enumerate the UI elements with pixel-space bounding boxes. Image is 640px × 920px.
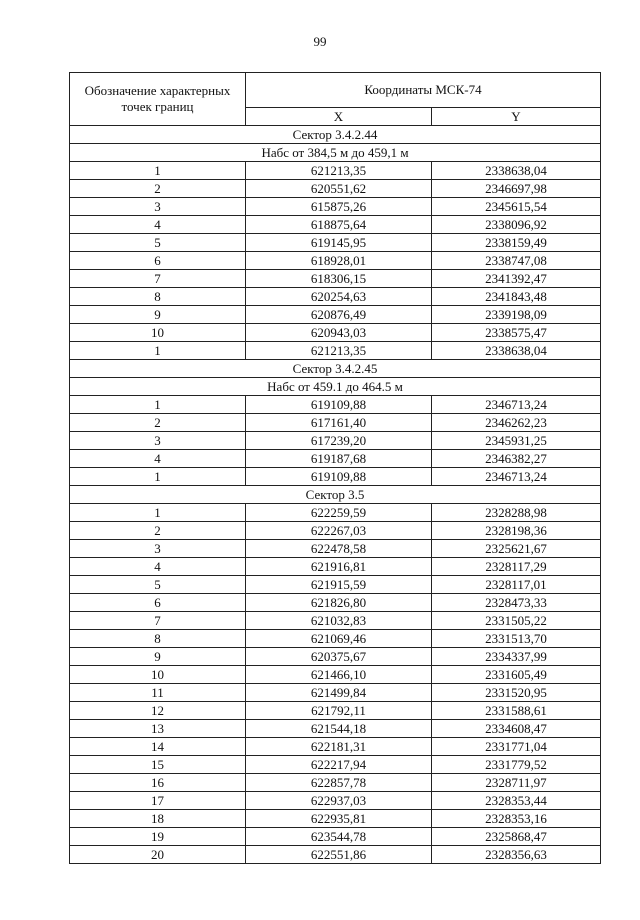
table-row — [70, 666, 601, 684]
y-coordinate-cell: 2338638,04 — [432, 162, 601, 180]
point-number-cell: 14 — [70, 738, 246, 756]
point-number-cell: 4 — [70, 558, 246, 576]
y-coordinate-cell: 2338575,47 — [432, 324, 601, 342]
table-row — [70, 324, 601, 342]
y-coordinate-cell: 2341843,48 — [432, 288, 601, 306]
table-row — [70, 216, 601, 234]
x-coordinate-cell: 618928,01 — [246, 252, 432, 270]
table-row — [70, 594, 601, 612]
point-number-cell: 1 — [70, 396, 246, 414]
x-coordinate-cell: 622935,81 — [246, 810, 432, 828]
table-row — [70, 720, 601, 738]
x-coordinate-cell: 619109,88 — [246, 468, 432, 486]
y-coordinate-cell: 2328353,44 — [432, 792, 601, 810]
point-number-cell: 15 — [70, 756, 246, 774]
y-coordinate-cell: 2328288,98 — [432, 504, 601, 522]
table-row — [70, 306, 601, 324]
point-number-cell: 2 — [70, 522, 246, 540]
x-coordinate-cell: 618306,15 — [246, 270, 432, 288]
x-coordinate-cell: 621915,59 — [246, 576, 432, 594]
x-coordinate-cell: 622181,31 — [246, 738, 432, 756]
table-row — [70, 522, 601, 540]
point-number-cell: 13 — [70, 720, 246, 738]
point-number-cell: 4 — [70, 450, 246, 468]
table-row — [70, 342, 601, 360]
x-coordinate-cell: 620254,63 — [246, 288, 432, 306]
table-row — [70, 450, 601, 468]
point-number-cell: 1 — [70, 504, 246, 522]
table-row — [70, 612, 601, 630]
x-coordinate-cell: 622267,03 — [246, 522, 432, 540]
x-coordinate-cell: 615875,26 — [246, 198, 432, 216]
section-title: Сектор 3.4.2.45 — [70, 360, 601, 378]
point-number-cell: 5 — [70, 576, 246, 594]
y-coordinate-cell: 2338096,92 — [432, 216, 601, 234]
x-coordinate-cell: 620876,49 — [246, 306, 432, 324]
y-coordinate-cell: 2338747,08 — [432, 252, 601, 270]
point-number-cell: 1 — [70, 342, 246, 360]
table-body — [70, 126, 601, 864]
x-coordinate-cell: 617239,20 — [246, 432, 432, 450]
point-number-cell: 20 — [70, 846, 246, 864]
x-coordinate-cell: 619109,88 — [246, 396, 432, 414]
table-row — [70, 180, 601, 198]
header-x: X — [246, 108, 432, 126]
point-number-cell: 10 — [70, 666, 246, 684]
table-row — [70, 630, 601, 648]
x-coordinate-cell: 620551,62 — [246, 180, 432, 198]
x-coordinate-cell: 622937,03 — [246, 792, 432, 810]
table-row — [70, 576, 601, 594]
y-coordinate-cell: 2334337,99 — [432, 648, 601, 666]
x-coordinate-cell: 621032,83 — [246, 612, 432, 630]
y-coordinate-cell: 2346713,24 — [432, 396, 601, 414]
y-coordinate-cell: 2331779,52 — [432, 756, 601, 774]
point-number-cell: 8 — [70, 630, 246, 648]
y-coordinate-cell: 2341392,47 — [432, 270, 601, 288]
point-number-cell: 2 — [70, 414, 246, 432]
section-subtitle: Набс от 384,5 м до 459,1 м — [70, 144, 601, 162]
table-row — [70, 558, 601, 576]
section-subtitle: Набс от 459.1 до 464.5 м — [70, 378, 601, 396]
point-number-cell: 3 — [70, 432, 246, 450]
coordinates-table — [69, 72, 601, 864]
x-coordinate-cell: 621499,84 — [246, 684, 432, 702]
y-coordinate-cell: 2338159,49 — [432, 234, 601, 252]
y-coordinate-cell: 2346713,24 — [432, 468, 601, 486]
point-number-cell: 6 — [70, 594, 246, 612]
y-coordinate-cell: 2331513,70 — [432, 630, 601, 648]
header-point-designation: Обозначение характерных точек границ — [70, 73, 246, 126]
y-coordinate-cell: 2331588,61 — [432, 702, 601, 720]
point-number-cell: 11 — [70, 684, 246, 702]
x-coordinate-cell: 622478,58 — [246, 540, 432, 558]
table-row — [70, 414, 601, 432]
table-row — [70, 702, 601, 720]
y-coordinate-cell: 2346697,98 — [432, 180, 601, 198]
table-row — [70, 162, 601, 180]
x-coordinate-cell: 622551,86 — [246, 846, 432, 864]
point-number-cell: 17 — [70, 792, 246, 810]
x-coordinate-cell: 619187,68 — [246, 450, 432, 468]
x-coordinate-cell: 623544,78 — [246, 828, 432, 846]
point-number-cell: 16 — [70, 774, 246, 792]
x-coordinate-cell: 621544,18 — [246, 720, 432, 738]
x-coordinate-cell: 622259,59 — [246, 504, 432, 522]
y-coordinate-cell: 2345615,54 — [432, 198, 601, 216]
point-number-cell: 1 — [70, 162, 246, 180]
table-row — [70, 234, 601, 252]
point-number-cell: 1 — [70, 468, 246, 486]
table-row — [70, 396, 601, 414]
y-coordinate-cell: 2328198,36 — [432, 522, 601, 540]
point-number-cell: 10 — [70, 324, 246, 342]
section-title: Сектор 3.4.2.44 — [70, 126, 601, 144]
table-row — [70, 684, 601, 702]
table-row — [70, 270, 601, 288]
table-row — [70, 540, 601, 558]
y-coordinate-cell: 2338638,04 — [432, 342, 601, 360]
point-number-cell: 9 — [70, 306, 246, 324]
point-number-cell: 3 — [70, 198, 246, 216]
y-coordinate-cell: 2328117,01 — [432, 576, 601, 594]
table-row — [70, 756, 601, 774]
section-title: Сектор 3.5 — [70, 486, 601, 504]
page-number: 99 — [313, 34, 327, 49]
y-coordinate-cell: 2331605,49 — [432, 666, 601, 684]
y-coordinate-cell: 2325868,47 — [432, 828, 601, 846]
point-number-cell: 19 — [70, 828, 246, 846]
x-coordinate-cell: 617161,40 — [246, 414, 432, 432]
y-coordinate-cell: 2325621,67 — [432, 540, 601, 558]
point-number-cell: 12 — [70, 702, 246, 720]
x-coordinate-cell: 622217,94 — [246, 756, 432, 774]
x-coordinate-cell: 621069,46 — [246, 630, 432, 648]
header-y: Y — [432, 108, 601, 126]
x-coordinate-cell: 621826,80 — [246, 594, 432, 612]
point-number-cell: 7 — [70, 270, 246, 288]
y-coordinate-cell: 2345931,25 — [432, 432, 601, 450]
point-number-cell: 9 — [70, 648, 246, 666]
table-row — [70, 774, 601, 792]
header-coordinates-group: Координаты МСК-74 — [246, 73, 601, 108]
point-number-cell: 8 — [70, 288, 246, 306]
table-row — [70, 198, 601, 216]
point-number-cell: 2 — [70, 180, 246, 198]
x-coordinate-cell: 621916,81 — [246, 558, 432, 576]
x-coordinate-cell: 619145,95 — [246, 234, 432, 252]
y-coordinate-cell: 2339198,09 — [432, 306, 601, 324]
table-row — [70, 252, 601, 270]
y-coordinate-cell: 2328711,97 — [432, 774, 601, 792]
y-coordinate-cell: 2334608,47 — [432, 720, 601, 738]
y-coordinate-cell: 2328353,16 — [432, 810, 601, 828]
y-coordinate-cell: 2346382,27 — [432, 450, 601, 468]
y-coordinate-cell: 2331520,95 — [432, 684, 601, 702]
point-number-cell: 18 — [70, 810, 246, 828]
point-number-cell: 7 — [70, 612, 246, 630]
table-row — [70, 432, 601, 450]
y-coordinate-cell: 2328117,29 — [432, 558, 601, 576]
x-coordinate-cell: 622857,78 — [246, 774, 432, 792]
y-coordinate-cell: 2346262,23 — [432, 414, 601, 432]
point-number-cell: 5 — [70, 234, 246, 252]
point-number-cell: 4 — [70, 216, 246, 234]
x-coordinate-cell: 621213,35 — [246, 162, 432, 180]
table-row — [70, 504, 601, 522]
x-coordinate-cell: 621792,11 — [246, 702, 432, 720]
x-coordinate-cell: 621466,10 — [246, 666, 432, 684]
y-coordinate-cell: 2331505,22 — [432, 612, 601, 630]
table-row — [70, 288, 601, 306]
point-number-cell: 3 — [70, 540, 246, 558]
y-coordinate-cell: 2328473,33 — [432, 594, 601, 612]
x-coordinate-cell: 621213,35 — [246, 342, 432, 360]
table-row — [70, 846, 601, 864]
table-row — [70, 810, 601, 828]
table-row — [70, 468, 601, 486]
table-row — [70, 792, 601, 810]
x-coordinate-cell: 620375,67 — [246, 648, 432, 666]
y-coordinate-cell: 2328356,63 — [432, 846, 601, 864]
y-coordinate-cell: 2331771,04 — [432, 738, 601, 756]
point-number-cell: 6 — [70, 252, 246, 270]
table-row — [70, 648, 601, 666]
x-coordinate-cell: 618875,64 — [246, 216, 432, 234]
table-row — [70, 828, 601, 846]
x-coordinate-cell: 620943,03 — [246, 324, 432, 342]
table-row — [70, 738, 601, 756]
